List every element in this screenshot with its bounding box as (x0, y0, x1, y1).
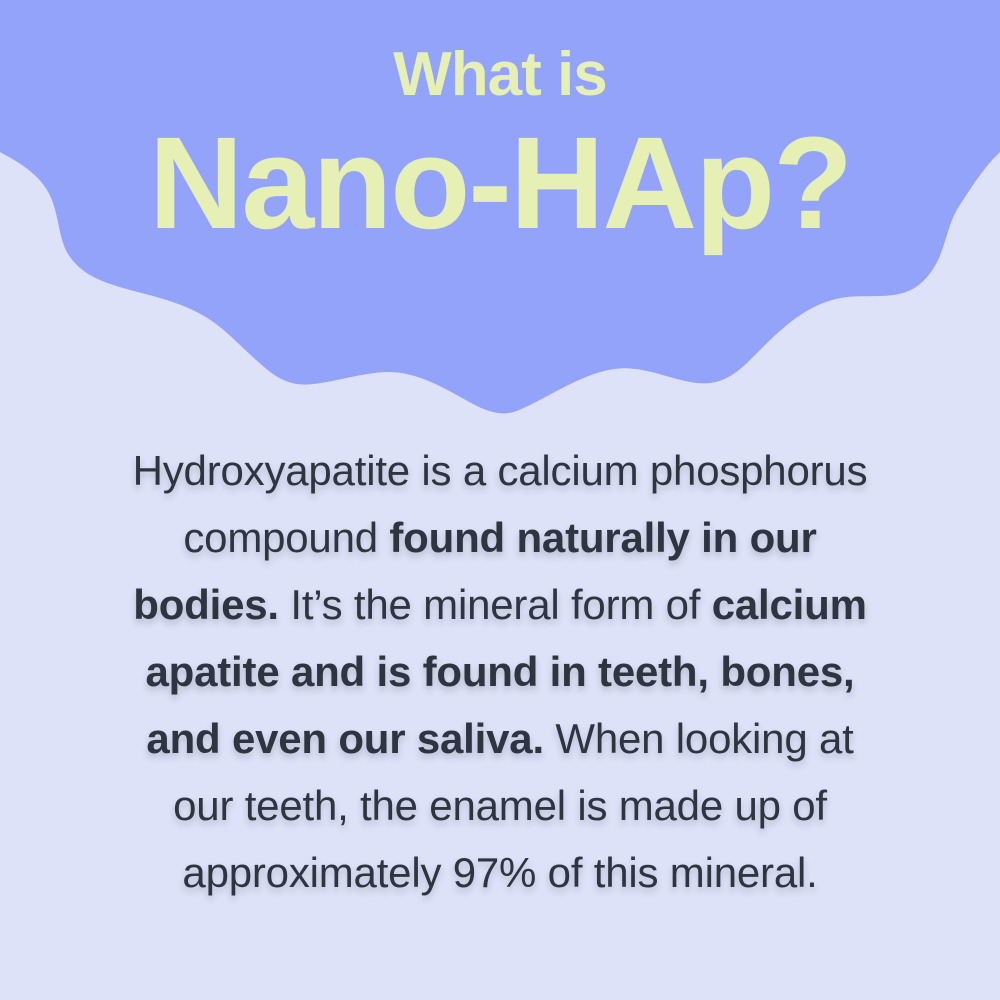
body-text-bold: and even our saliva. (146, 715, 544, 762)
body-text-regular: approximately 97% of this mineral. (182, 849, 818, 896)
body-text-bold: calcium (711, 581, 867, 628)
body-line (0, 705, 1000, 772)
body-text-regular: When looking at (543, 715, 854, 762)
page-title: Nano-HAp? (148, 109, 852, 256)
body-line (0, 772, 1000, 839)
body-text-regular: Hydroxyapatite is a calcium phosphorus (132, 447, 868, 494)
body-line (0, 437, 1000, 504)
body-text-bold: apatite and is found in teeth, bones, (145, 648, 855, 695)
body-text-bold: bodies. (133, 581, 279, 628)
body-text-regular: compound (183, 514, 390, 561)
body-line (0, 504, 1000, 571)
body-text-regular: our teeth, the enamel is made up of (173, 782, 827, 829)
body-text-regular: It’s the mineral form of (278, 581, 712, 628)
body-line (0, 638, 1000, 705)
header-eyebrow: What is (393, 40, 607, 109)
body-line (0, 571, 1000, 638)
body-line (0, 839, 1000, 906)
body-text-bold: found naturally in our (389, 514, 817, 561)
body-paragraph (0, 437, 1000, 906)
